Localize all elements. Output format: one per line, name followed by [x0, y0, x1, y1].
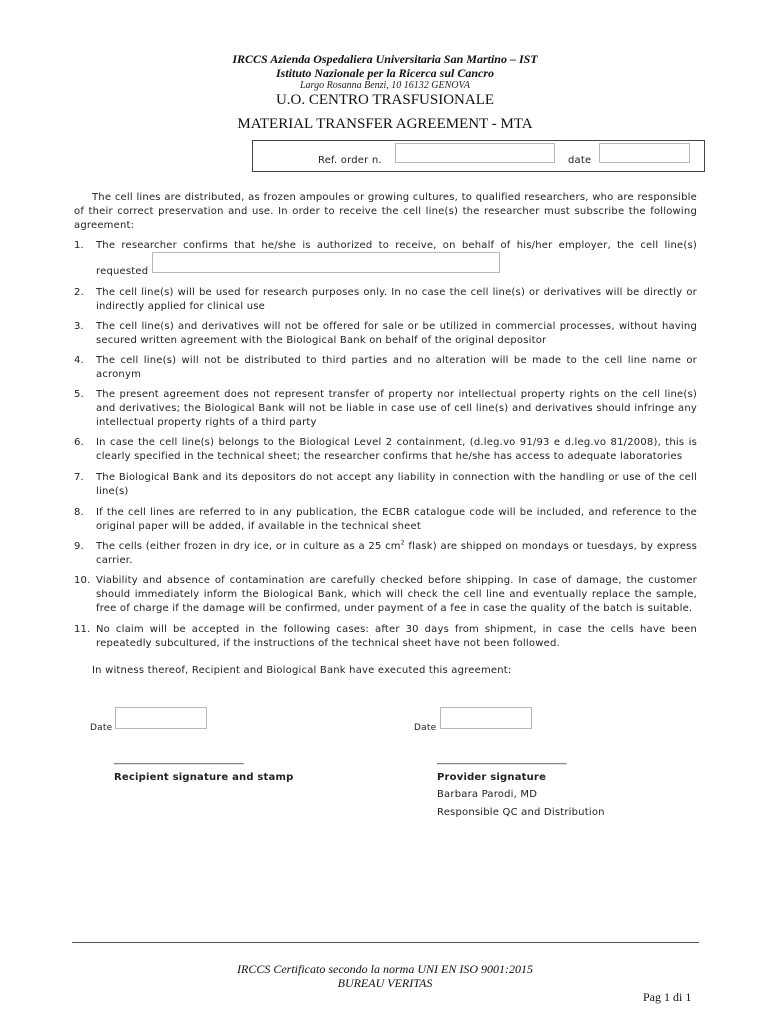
ref-order-input[interactable] — [395, 143, 555, 163]
item-text: and derivatives; the Biological Bank will not be liable in case use of cell line(s) and derivatives should infringe any — [96, 403, 697, 414]
ref-order-label: Ref. order n. — [318, 155, 382, 166]
item-number: 2. — [74, 287, 84, 298]
recipient-date-label: Date — [90, 723, 113, 733]
intro-text: The cell lines are distributed, as frozen ampoules or growing cultures, to qualified researchers, who are responsible — [92, 192, 697, 203]
item-text: free of charge if the damage will be confirmed, under payment of a fee in case the quality of the batch is suitable. — [96, 603, 693, 614]
date-label: date — [568, 155, 592, 166]
item-text: line(s) — [96, 486, 129, 497]
item-number: 5. — [74, 389, 84, 400]
institution-address: Largo Rosanna Benzi, 10 16132 GENOVA — [300, 80, 470, 91]
item-text: Viability and absence of contamination are carefully checked before shipping. In case of damage, the customer — [96, 575, 697, 586]
item-number: 8. — [74, 507, 84, 518]
item-number: 1. — [74, 240, 84, 251]
recipient-signature-title: Recipient signature and stamp — [114, 772, 294, 783]
item-text: The cell line(s) will not be distributed to third parties and no alteration will be made to the cell line name or — [96, 355, 697, 366]
item-text-part: flask) are shipped on mondays or tuesdays, by express — [404, 541, 697, 552]
item-text: No claim will be accepted in the following cases: after 30 days from shipment, in case the cells have been — [96, 624, 697, 635]
item-number: 10. — [74, 575, 91, 586]
provider-date-label: Date — [414, 723, 437, 733]
item-number: 11. — [74, 624, 91, 635]
item-text: The present agreement does not represent transfer of property nor intellectual property rights on the cell line(s) — [96, 389, 697, 400]
item-number: 4. — [74, 355, 84, 366]
footer-certification: IRCCS Certificato secondo la norma UNI EN ISO 9001:2015 — [237, 962, 533, 976]
provider-signature-title: Provider signature — [437, 772, 547, 783]
item-text: The cell line(s) will be used for research purposes only. In no case the cell line(s) or derivatives will be directly or — [96, 287, 697, 298]
intro-text: of their correct preservation and use. In order to receive the cell line(s) the researcher must subscribe the following — [74, 206, 697, 217]
item-text: secured written agreement with the Biological Bank on behalf of the original depositor — [96, 335, 547, 346]
item-text: If the cell lines are referred to in any publication, the ECBR catalogue code will be included, and reference to the — [96, 507, 697, 518]
recipient-signature-line: _________________________ — [114, 754, 244, 765]
item-number: 7. — [74, 472, 84, 483]
witness-text: In witness thereof, Recipient and Biological Bank have executed this agreement: — [92, 665, 512, 676]
requested-input[interactable] — [152, 252, 500, 273]
item-text: intellectual property rights of a third party — [96, 417, 317, 428]
item-text: The Biological Bank and its depositors do not accept any liability in connection with the handling or use of the cell — [96, 472, 697, 483]
intro-text: agreement: — [74, 220, 135, 231]
date-input[interactable] — [599, 143, 690, 163]
item-number: 6. — [74, 437, 84, 448]
item-text-part: The cells (either frozen in dry ice, or in culture as a 25 cm — [96, 541, 401, 552]
item-text: repeatedly subcultured, if the instructions of the technical sheet have not been followed. — [96, 638, 560, 649]
institution-name: IRCCS Azienda Ospedaliera Universitaria San Martino – IST — [232, 52, 538, 66]
item-text: In case the cell line(s) belongs to the Biological Level 2 containment, (d.leg.vo 91/93 e d.leg.vo 81/2008), this is — [96, 437, 697, 448]
provider-date-input[interactable] — [440, 707, 532, 729]
provider-signature-line: _________________________ — [437, 754, 567, 765]
item-text: The researcher confirms that he/she is authorized to receive, on behalf of his/her employer, the cell line(s) — [96, 240, 697, 251]
item-text: clearly specified in the technical sheet; the researcher confirms that he/she has access to adequate laboratories — [96, 451, 683, 462]
footer-certifier: BUREAU VERITAS — [337, 976, 433, 990]
institution-subtitle: Istituto Nazionale per la Ricerca sul Cancro — [275, 66, 495, 80]
item-text: acronym — [96, 369, 142, 380]
unit-name: U.O. CENTRO TRASFUSIONALE — [275, 92, 495, 108]
item-number: 9. — [74, 541, 84, 552]
item-text: The cell line(s) and derivatives will not be offered for sale or be utilized in commercial processes, without having — [96, 321, 697, 332]
item-number: 3. — [74, 321, 84, 332]
item-text: indirectly applied for clinical use — [96, 301, 266, 312]
provider-name: Barbara Parodi, MD — [437, 789, 538, 800]
page-title: MATERIAL TRANSFER AGREEMENT - MTA — [237, 116, 533, 132]
item-text — [96, 540, 697, 554]
page-number: Pag 1 di 1 — [643, 990, 692, 1004]
provider-role: Responsible QC and Distribution — [437, 807, 605, 818]
item-text: original paper will be added, if available in the technical sheet — [96, 521, 421, 532]
superscript: 2 — [400, 539, 405, 547]
requested-label: requested — [96, 266, 149, 277]
recipient-date-input[interactable] — [115, 707, 207, 729]
item-text: carrier. — [96, 555, 133, 566]
item-text: should immediately inform the Biological Bank, which will check the cell line and eventually replace the sample, — [96, 589, 697, 600]
footer-divider — [72, 942, 699, 943]
